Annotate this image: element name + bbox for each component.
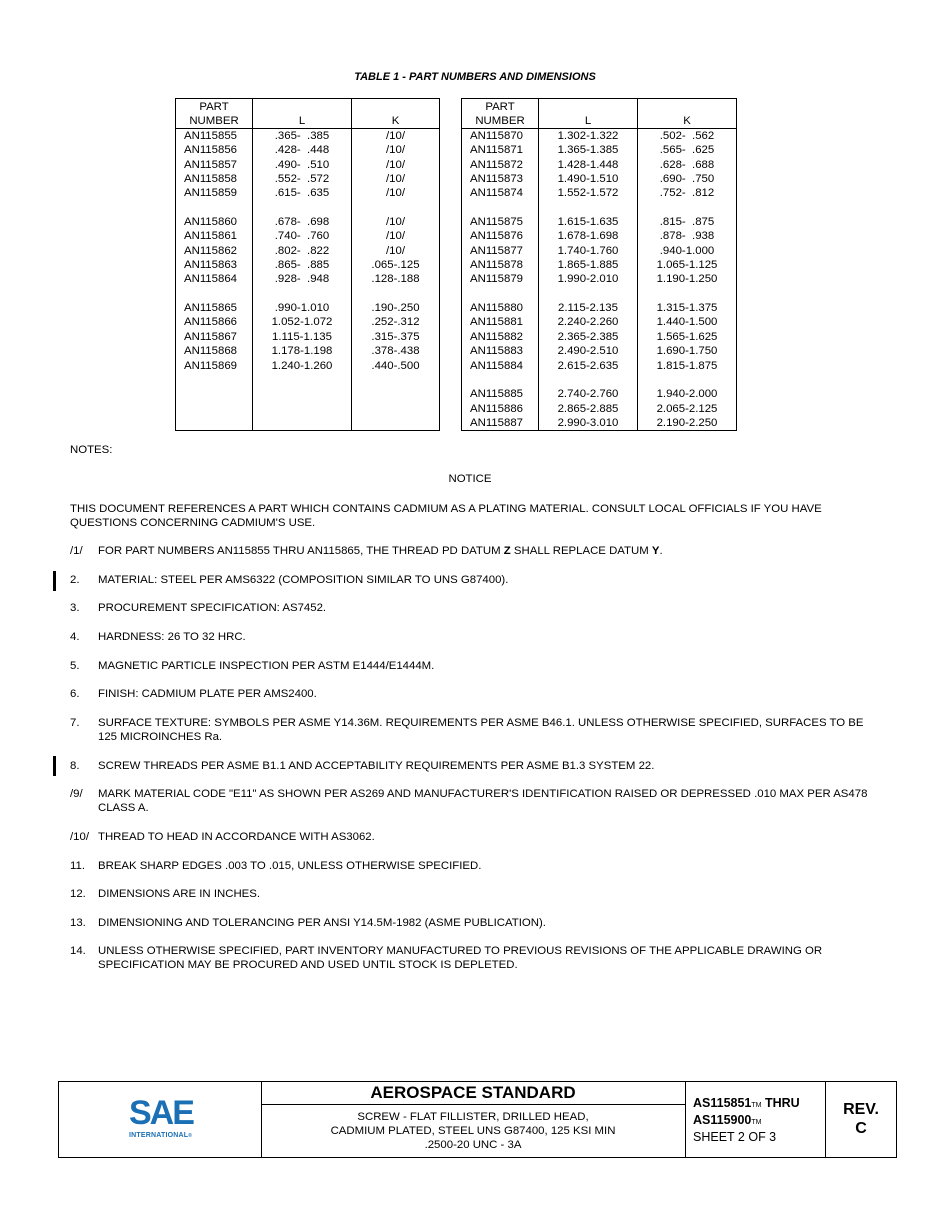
table-cell: AN115880 (470, 302, 523, 315)
note-text: SCREW THREADS PER ASME B1.1 AND ACCEPTABILITY REQUIREMENTS PER ASME B1.3 SYSTEM 22. (98, 760, 655, 772)
table-cell (253, 201, 351, 215)
table-cell: 1.565-1.625 (656, 330, 718, 343)
header-part-number: PART NUMBER (176, 99, 253, 129)
table-cell: 1.240-1.260 (271, 359, 333, 372)
table-cell: 2.065-2.125 (656, 402, 718, 415)
table-cell (352, 416, 439, 430)
sheet-number: SHEET 2 OF 3 (693, 1130, 777, 1144)
table-cell (638, 201, 736, 215)
note-item (70, 830, 880, 844)
table-cell: .565- .625 (659, 144, 715, 157)
note-text: MAGNETIC PARTICLE INSPECTION PER ASTM E1444/E1444M. (98, 660, 435, 672)
note-item (70, 944, 880, 973)
table-cell: .615- .635 (274, 187, 330, 200)
note-number: 8. (70, 760, 80, 772)
note-number: /9/ (70, 788, 83, 800)
table-cell: 1.740-1.760 (557, 244, 619, 257)
note-text: DIMENSIONING AND TOLERANCING PER ANSI Y14.5M-1982 (ASME PUBLICATION). (98, 917, 546, 929)
note-text: MATERIAL: STEEL PER AMS6322 (COMPOSITION SIMILAR TO UNS G87400). (98, 574, 509, 586)
part-table-right (461, 98, 737, 431)
table-cell (352, 373, 439, 387)
note-item (70, 601, 880, 615)
table-cell: AN115855 (184, 130, 237, 142)
table-title: TABLE 1 - PART NUMBERS AND DIMENSIONS (354, 71, 596, 83)
desc-line: CADMIUM PLATED, STEEL UNS G87400, 125 KSI MIN (330, 1125, 616, 1137)
table-cell: AN115887 (470, 416, 523, 429)
rev-value: C (855, 1120, 867, 1137)
header-k: K (352, 99, 440, 129)
table-cell (539, 201, 637, 215)
table-cell (253, 402, 351, 416)
note-number: 3. (70, 602, 80, 614)
note-number: 13. (70, 917, 86, 929)
table-cell (253, 373, 351, 387)
table-cell: 2.115-2.135 (558, 302, 618, 315)
table-cell: 1.178-1.198 (271, 345, 333, 358)
note-number: 12. (70, 888, 86, 900)
l-column (253, 129, 352, 431)
table-cell: 1.678-1.698 (557, 230, 619, 243)
note-number: 7. (70, 717, 80, 729)
table-cell: AN115858 (184, 173, 237, 186)
note-number: 6. (70, 688, 80, 700)
note-number: /1/ (70, 545, 83, 557)
table-cell: AN115863 (184, 259, 237, 272)
table-cell: .502- .562 (659, 130, 715, 142)
table-cell: 1.490-1.510 (557, 173, 619, 186)
table-cell: 1.302-1.322 (557, 130, 619, 142)
table-cell: 1.552-1.572 (557, 187, 619, 200)
table-cell: AN115881 (470, 316, 523, 329)
standard-description (261, 1082, 686, 1157)
note-number: 4. (70, 631, 80, 643)
header-l: L (253, 99, 352, 129)
table-cell: AN115859 (184, 187, 237, 200)
note-text: BREAK SHARP EDGES .003 TO .015, UNLESS OTHERWISE SPECIFIED. (98, 860, 482, 872)
table-cell: /10/ (386, 158, 405, 171)
table-cell: .940-1.000 (659, 244, 715, 257)
table-cell (253, 287, 351, 301)
note-text: HARDNESS: 26 TO 32 HRC. (98, 631, 246, 643)
note-item (70, 859, 880, 873)
table-cell: AN115882 (470, 330, 523, 343)
desc-line: SCREW - FLAT FILLISTER, DRILLED HEAD, (357, 1111, 589, 1123)
table-cell: .128-.188 (371, 273, 420, 286)
table-cell: AN115862 (184, 244, 237, 257)
table-cell: .378-.438 (371, 345, 420, 358)
table-cell: /10/ (386, 130, 405, 142)
document-number: AS115851TM THRU AS115900TM SHEET 2 OF 3 (685, 1082, 826, 1157)
table-cell: /10/ (386, 173, 405, 186)
table-cell (176, 287, 252, 301)
note-item (70, 787, 880, 816)
table-cell: 1.190-1.250 (656, 273, 718, 286)
notice-text: THIS DOCUMENT REFERENCES A PART WHICH CONTAINS CADMIUM AS A PLATING MATERIAL. CONSULT LOCAL OFFICIALS IF YOU HAVE QUESTIONS CONCERNING CADMIUM'S USE. (70, 503, 822, 530)
table-cell: .678- .698 (274, 216, 330, 229)
table-cell: AN115875 (470, 216, 523, 229)
table-cell (253, 416, 351, 430)
table-cell: AN115876 (470, 230, 523, 243)
note-number: 5. (70, 660, 80, 672)
table-cell (462, 373, 538, 387)
note-number: 11. (70, 860, 85, 872)
table-cell: AN115869 (184, 359, 237, 372)
table-cell: AN115878 (470, 259, 523, 272)
table-cell: 1.315-1.375 (656, 302, 718, 315)
table-cell: /10/ (386, 230, 405, 243)
table-cell: /10/ (386, 244, 405, 257)
table-cell: AN115871 (470, 144, 523, 157)
table-cell: .878- .938 (659, 230, 715, 243)
table-cell: .865- .885 (274, 259, 330, 272)
table-cell: AN115866 (184, 316, 237, 329)
table-cell: .428- .448 (274, 144, 330, 157)
table-cell: 1.865-1.885 (557, 259, 619, 272)
table-cell (638, 287, 736, 301)
table-cell (539, 287, 637, 301)
table-cell: .252-.312 (371, 316, 420, 329)
table-cell: .928- .948 (274, 273, 330, 286)
table-cell: .190-.250 (371, 302, 420, 315)
note-text: THREAD TO HEAD IN ACCORDANCE WITH AS3062. (98, 831, 375, 843)
table-cell (176, 416, 252, 430)
note-number: /10/ (70, 831, 89, 843)
table-cell: /10/ (386, 187, 405, 200)
table-cell (176, 201, 252, 215)
table-cell: .990-1.010 (274, 302, 330, 315)
table-cell: AN115856 (184, 144, 237, 157)
table-cell: AN115874 (470, 187, 523, 200)
table-cell: AN115883 (470, 345, 523, 358)
table-cell (352, 201, 439, 215)
table-cell (462, 201, 538, 215)
note-text: SURFACE TEXTURE: SYMBOLS PER ASME Y14.36M. REQUIREMENTS PER ASME B46.1. UNLESS OTHERWISE SPECIFIED, SURFACES TO BE 125 MICROINCHES Ra. (98, 717, 864, 744)
table-cell: 1.115-1.135 (272, 330, 332, 343)
note-1: /1/ FOR PART NUMBERS AN115855 THRU AN115865, THE THREAD PD DATUM Z SHALL REPLACE DATUM Y. (70, 545, 663, 557)
header-part-number: PART NUMBER (462, 99, 539, 129)
desc-line: .2500-20 UNC - 3A (424, 1139, 522, 1151)
table-cell: 1.990-2.010 (557, 273, 619, 286)
table-cell: AN115872 (470, 158, 523, 171)
table-cell: AN115865 (184, 302, 237, 315)
note-text: MARK MATERIAL CODE "E11" AS SHOWN PER AS269 AND MANUFACTURER'S IDENTIFICATION RAISED OR DEPRESSED .010 MAX PER AS478 CLASS A. (98, 788, 868, 815)
sae-logo (59, 1082, 262, 1157)
note-item (70, 687, 880, 701)
note-item (70, 659, 880, 673)
part-number-column (176, 129, 253, 431)
table-cell (176, 387, 252, 401)
table-cell: AN115885 (470, 388, 523, 401)
revision-bar (53, 571, 56, 591)
table-cell: .752- .812 (659, 187, 715, 200)
note-item (70, 630, 880, 644)
table-cell: AN115868 (184, 345, 237, 358)
note-number: 2. (70, 574, 80, 586)
table-cell: AN115867 (184, 330, 237, 343)
k-column (352, 129, 440, 431)
table-cell: 1.940-2.000 (656, 388, 718, 401)
header-k: K (638, 99, 737, 129)
table-cell: .802- .822 (274, 244, 330, 257)
table-cell (539, 373, 637, 387)
table-cell: 1.428-1.448 (557, 158, 619, 171)
standard-title: AEROSPACE STANDARD (261, 1082, 685, 1105)
table-cell: 1.815-1.875 (656, 359, 718, 372)
table-cell: .315-.375 (371, 330, 420, 343)
note-item (70, 887, 880, 901)
table-cell: AN115861 (184, 230, 237, 243)
table-cell: 1.615-1.635 (557, 216, 619, 229)
table-cell: 2.865-2.885 (557, 402, 619, 415)
notes-label: NOTES: (70, 444, 113, 456)
table-cell: .628- .688 (659, 158, 715, 171)
table-cell: .440-.500 (371, 359, 420, 372)
table-cell: AN115879 (470, 273, 523, 286)
note-text: FINISH: CADMIUM PLATE PER AMS2400. (98, 688, 317, 700)
logo-subtext: INTERNATIONAL® (129, 1132, 193, 1139)
l-column (539, 129, 638, 431)
table-cell (352, 287, 439, 301)
header-l: L (539, 99, 638, 129)
part-table-left (175, 98, 440, 431)
notice-heading: NOTICE (448, 473, 492, 485)
revision-bar (53, 756, 56, 776)
table-cell: 2.365-2.385 (557, 330, 619, 343)
table-cell (176, 373, 252, 387)
table-cell (638, 373, 736, 387)
table-cell: .552- .572 (274, 173, 330, 186)
table-cell: .740- .760 (274, 230, 330, 243)
table-cell: AN115857 (184, 158, 237, 171)
table-cell: .815- .875 (659, 216, 715, 229)
revision (826, 1082, 896, 1157)
table-cell (352, 387, 439, 401)
note-text: UNLESS OTHERWISE SPECIFIED, PART INVENTORY MANUFACTURED TO PREVIOUS REVISIONS OF THE APPLICABLE DRAWING OR SPECIFICATION MAY BE PROCURED AND USED UNTIL STOCK IS DEPLETED. (98, 945, 823, 972)
table-cell: AN115877 (470, 244, 523, 257)
table-cell: AN115860 (184, 216, 237, 229)
table-cell: .365- .385 (274, 130, 330, 142)
table-cell: 1.065-1.125 (656, 259, 718, 272)
note-item (70, 573, 880, 587)
table-cell: /10/ (386, 216, 405, 229)
table-cell: AN115884 (470, 359, 523, 372)
table-cell: 2.490-2.510 (557, 345, 619, 358)
k-column (638, 129, 737, 431)
table-cell: AN115870 (470, 130, 523, 142)
rev-label: REV. (843, 1101, 879, 1118)
table-cell: 1.440-1.500 (656, 316, 718, 329)
note-item (70, 916, 880, 930)
table-cell (462, 287, 538, 301)
table-cell: 1.690-1.750 (656, 345, 718, 358)
title-block (58, 1081, 897, 1158)
table-cell: 2.240-2.260 (557, 316, 619, 329)
table-cell: 1.052-1.072 (271, 316, 333, 329)
note-item (70, 716, 880, 745)
table-cell (253, 387, 351, 401)
table-cell (176, 402, 252, 416)
note-text: PROCUREMENT SPECIFICATION: AS7452. (98, 602, 327, 614)
table-cell: 2.990-3.010 (557, 416, 619, 429)
note-number: 14. (70, 945, 86, 957)
part-number-column (462, 129, 539, 431)
table-cell: AN115886 (470, 402, 523, 415)
logo-mark: SAE (129, 1094, 193, 1132)
table-cell: AN115873 (470, 173, 523, 186)
table-cell: 2.615-2.635 (557, 359, 619, 372)
table-cell: AN115864 (184, 273, 237, 286)
note-item (70, 759, 880, 773)
table-cell: 1.365-1.385 (557, 144, 619, 157)
note-text: DIMENSIONS ARE IN INCHES. (98, 888, 261, 900)
table-cell: .065-.125 (371, 259, 420, 272)
table-cell: .690- .750 (659, 173, 715, 186)
table-cell: .490- .510 (274, 158, 330, 171)
table-cell (352, 402, 439, 416)
table-cell: 2.740-2.760 (557, 388, 619, 401)
table-cell: 2.190-2.250 (656, 416, 718, 429)
table-cell: /10/ (386, 144, 405, 157)
